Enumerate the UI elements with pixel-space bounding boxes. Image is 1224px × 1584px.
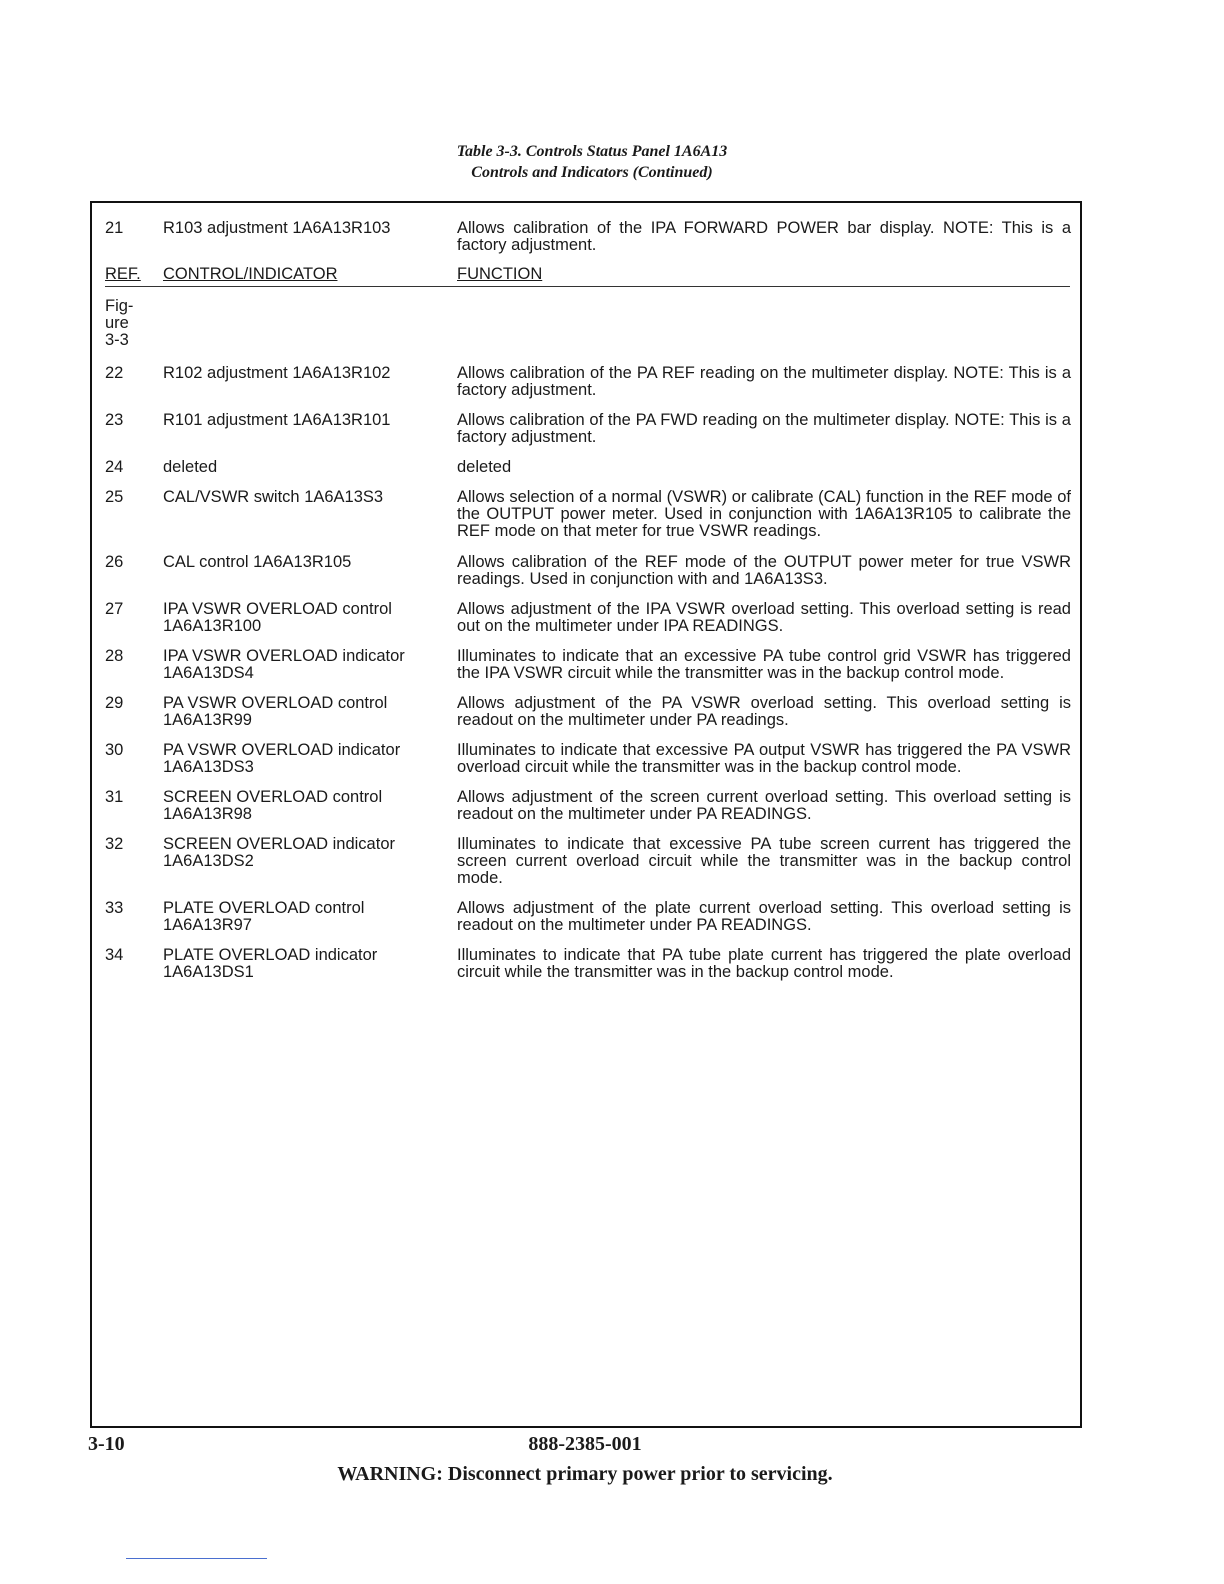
- row-control: SCREEN OVERLOAD indicator 1A6A13DS2: [163, 835, 395, 870]
- row-control: deleted: [163, 458, 218, 476]
- table-title-line2: Controls and Indicators (Continued): [471, 164, 713, 181]
- row-ref: 29: [105, 694, 124, 712]
- row-ref: 32: [105, 835, 124, 853]
- row-control: IPA VSWR OVERLOAD indicator 1A6A13DS4: [163, 647, 405, 682]
- table-title: [0, 141, 1184, 183]
- row-function: Allows adjustment of the screen current overload setting. This overload setting is readout on the multimeter under PA READINGS.: [457, 788, 1071, 823]
- header-divider: [105, 286, 1070, 287]
- header-ref: REF.: [105, 265, 141, 283]
- row-control: R102 adjustment 1A6A13R102: [163, 364, 391, 382]
- row-function: Allows adjustment of the plate current overload setting. This overload setting is readout on the multimeter under PA READINGS.: [457, 899, 1071, 934]
- row-control: PA VSWR OVERLOAD control 1A6A13R99: [163, 694, 388, 729]
- row-control: PA VSWR OVERLOAD indicator 1A6A13DS3: [163, 741, 401, 776]
- row-ref: 25: [105, 488, 124, 506]
- row-function: Illuminates to indicate that excessive PA tube screen current has triggered the screen current overload circuit while the transmitter was in the backup control mode.: [457, 835, 1071, 887]
- row-control: IPA VSWR OVERLOAD control 1A6A13R100: [163, 600, 392, 635]
- row-function: Allows calibration of the PA FWD reading on the multimeter display. NOTE: This is a factory adjustment.: [457, 411, 1071, 446]
- row-ref: 24: [105, 458, 124, 476]
- row-function: Allows calibration of the REF mode of the OUTPUT power meter for true VSWR readings. Used in conjunction with and 1A6A13S3.: [457, 553, 1071, 588]
- row-control: R103 adjustment 1A6A13R103: [163, 219, 391, 237]
- row-function: Allows adjustment of the PA VSWR overload setting. This overload setting is readout on the multimeter under PA readings.: [457, 694, 1071, 729]
- row-function: deleted: [457, 458, 512, 476]
- row-function: Illuminates to indicate that excessive PA output VSWR has triggered the PA VSWR overload circuit while the transmitter was in the backup control mode.: [457, 741, 1071, 776]
- row-control: R101 adjustment 1A6A13R101: [163, 411, 391, 429]
- header-function: FUNCTION: [457, 265, 543, 283]
- row-ref: 23: [105, 411, 124, 429]
- row-function: Illuminates to indicate that PA tube plate current has triggered the plate overload circuit while the transmitter was in the backup control mode.: [457, 946, 1071, 981]
- row-ref: 28: [105, 647, 124, 665]
- row-function: Allows selection of a normal (VSWR) or calibrate (CAL) function in the REF mode of the OUTPUT power meter. Used in conjunction with 1A6A13R105 to calibrate the REF mode on that meter for true VSWR readings.: [457, 488, 1071, 540]
- warning-text: WARNING: Disconnect primary power prior to servicing.: [337, 1463, 833, 1485]
- decorative-rule: [126, 1558, 267, 1559]
- document-number: 888-2385-001: [528, 1433, 642, 1455]
- row-ref: 27: [105, 600, 124, 618]
- header-control: CONTROL/INDICATOR: [163, 265, 338, 283]
- row-function: Allows adjustment of the IPA VSWR overload setting. This overload setting is read out on the multimeter under IPA READINGS.: [457, 600, 1071, 635]
- row-control: SCREEN OVERLOAD control 1A6A13R98: [163, 788, 383, 823]
- row-ref: 21: [105, 219, 124, 237]
- row-function: Illuminates to indicate that an excessive PA tube control grid VSWR has triggered the IPA VSWR circuit while the transmitter was in the backup control mode.: [457, 647, 1071, 682]
- row-ref: 26: [105, 553, 124, 571]
- row-control: CAL control 1A6A13R105: [163, 553, 352, 571]
- row-function: Allows calibration of the IPA FORWARD POWER bar display. NOTE: This is a factory adjustment.: [457, 219, 1071, 254]
- row-ref: 33: [105, 899, 124, 917]
- table-title-line1: Table 3-3. Controls Status Panel 1A6A13: [456, 143, 728, 160]
- page-number: 3-10: [88, 1433, 125, 1455]
- row-control: PLATE OVERLOAD control 1A6A13R97: [163, 899, 365, 934]
- row-ref: 31: [105, 788, 124, 806]
- row-control: PLATE OVERLOAD indicator 1A6A13DS1: [163, 946, 378, 981]
- row-ref: 22: [105, 364, 124, 382]
- figure-note: Fig- ure 3-3: [105, 297, 134, 349]
- row-ref: 34: [105, 946, 124, 964]
- row-control: CAL/VSWR switch 1A6A13S3: [163, 488, 384, 506]
- row-ref: 30: [105, 741, 124, 759]
- row-function: Allows calibration of the PA REF reading on the multimeter display. NOTE: This is a factory adjustment.: [457, 364, 1071, 399]
- table-frame: [90, 201, 1082, 1428]
